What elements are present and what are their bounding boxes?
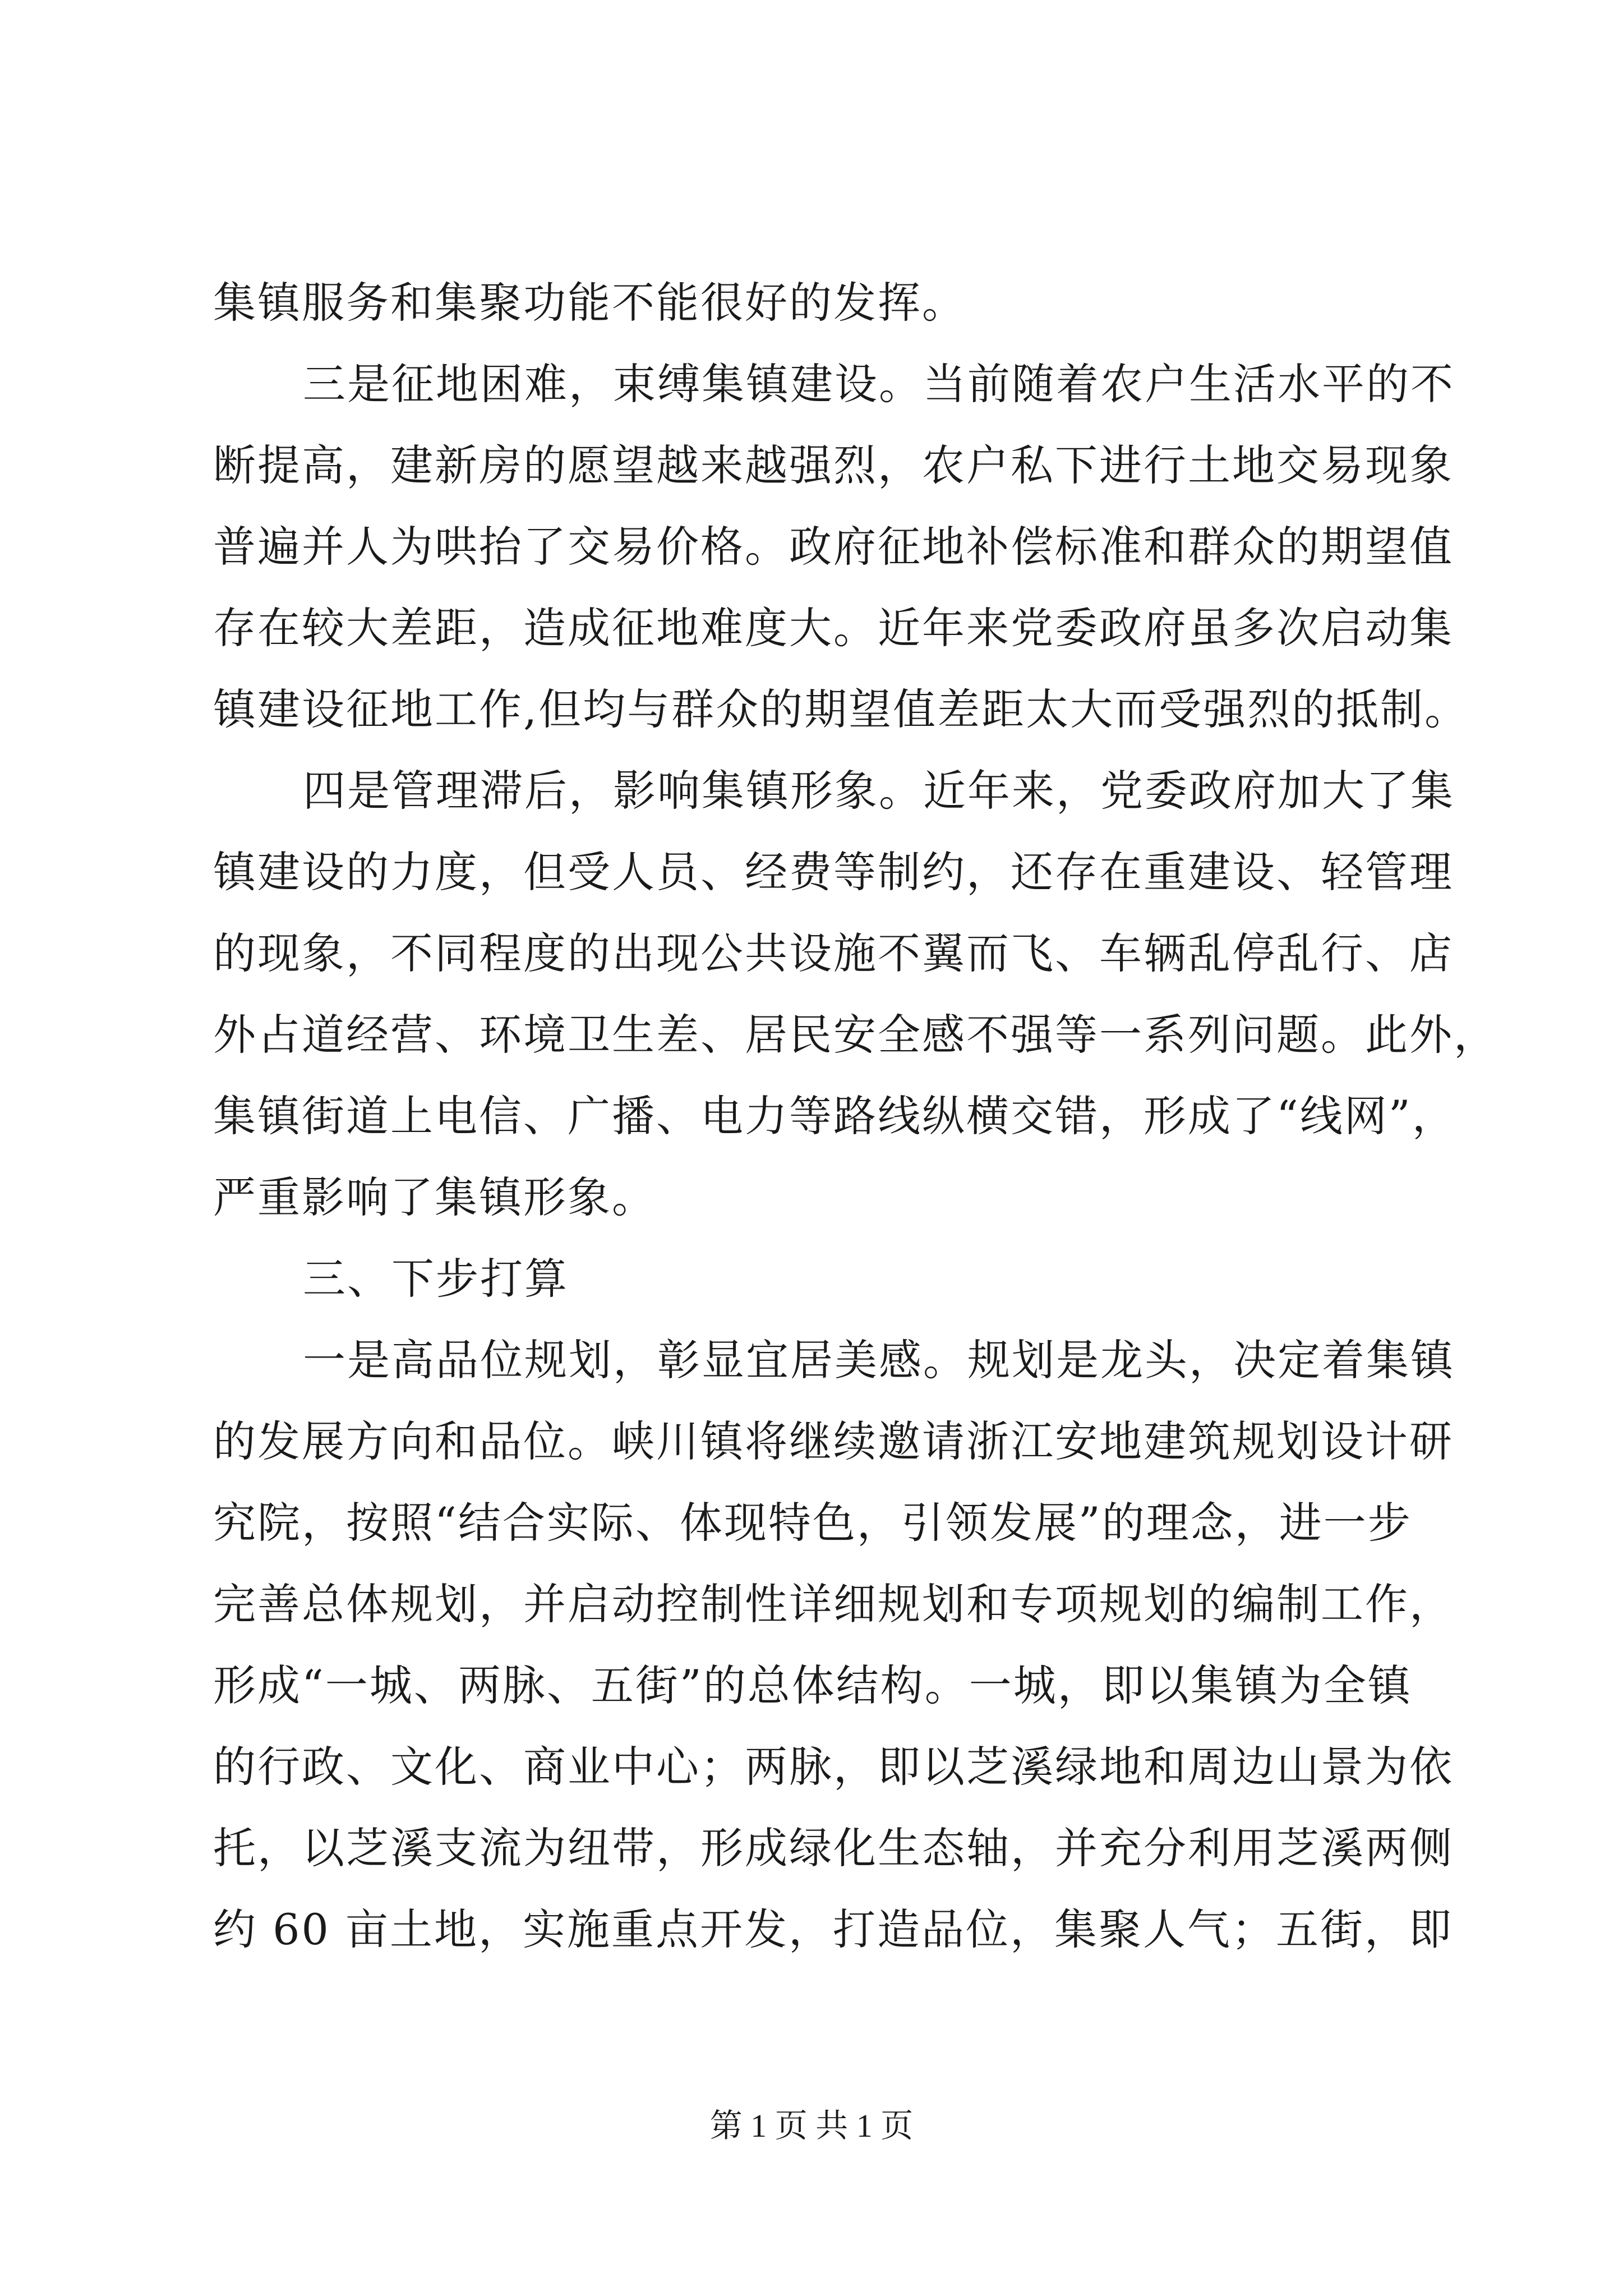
text-line-3: 断提高，建新房的愿望越来越强烈，农户私下进行土地交易现象	[213, 440, 1454, 490]
text-line-12: 严重影响了集镇形象。	[213, 1172, 656, 1222]
text-line-9: 的现象，不同程度的出现公共设施不翼而飞、车辆乱停乱行、店	[213, 928, 1454, 978]
text-line-17: 完善总体规划，并启动控制性详细规划和专项规划的编制工作，	[213, 1579, 1454, 1629]
text-line-6: 镇建设征地工作,但均与群众的期望值差距太大而受强烈的抵制。	[213, 684, 1469, 734]
text-line-19: 的行政、文化、商业中心；两脉，即以芝溪绿地和周边山景为依	[213, 1742, 1454, 1792]
text-line-16: 究院，按照“结合实际、体现特色，引领发展”的理念，进一步	[213, 1498, 1412, 1548]
text-line-4: 普遍并人为哄抬了交易价格。政府征地补偿标准和群众的期望值	[213, 522, 1454, 572]
text-line-18: 形成“一城、两脉、五街”的总体结构。一城，即以集镇为全镇	[213, 1660, 1412, 1710]
section-heading: 三、下步打算	[303, 1254, 569, 1304]
text-line-21: 约 60 亩土地，实施重点开发，打造品位，集聚人气；五街，即	[213, 1904, 1454, 1954]
text-line-20: 托，以芝溪支流为纽带，形成绿化生态轴，并充分利用芝溪两侧	[213, 1823, 1454, 1873]
page-footer: 第 1 页 共 1 页	[709, 2108, 914, 2144]
text-line-15: 的发展方向和品位。峡川镇将继续邀请浙江安地建筑规划设计研	[213, 1416, 1454, 1466]
text-line-14: 一是高品位规划，彰显宜居美感。规划是龙头，决定着集镇	[303, 1335, 1455, 1385]
text-line-1: 集镇服务和集聚功能不能很好的发挥。	[213, 278, 966, 328]
text-line-5: 存在较大差距，造成征地难度大。近年来党委政府虽多次启动集	[213, 603, 1454, 653]
text-line-7: 四是管理滞后，影响集镇形象。近年来，党委政府加大了集	[303, 766, 1455, 816]
text-line-8: 镇建设的力度，但受人员、经费等制约，还存在重建设、轻管理	[213, 847, 1454, 897]
text-line-11: 集镇街道上电信、广播、电力等路线纵横交错，形成了“线网”，	[213, 1091, 1456, 1141]
text-line-2: 三是征地困难，束缚集镇建设。当前随着农户生活水平的不	[303, 359, 1455, 409]
text-line-10: 外占道经营、环境卫生差、居民安全感不强等一系列问题。此外，	[213, 1010, 1498, 1060]
